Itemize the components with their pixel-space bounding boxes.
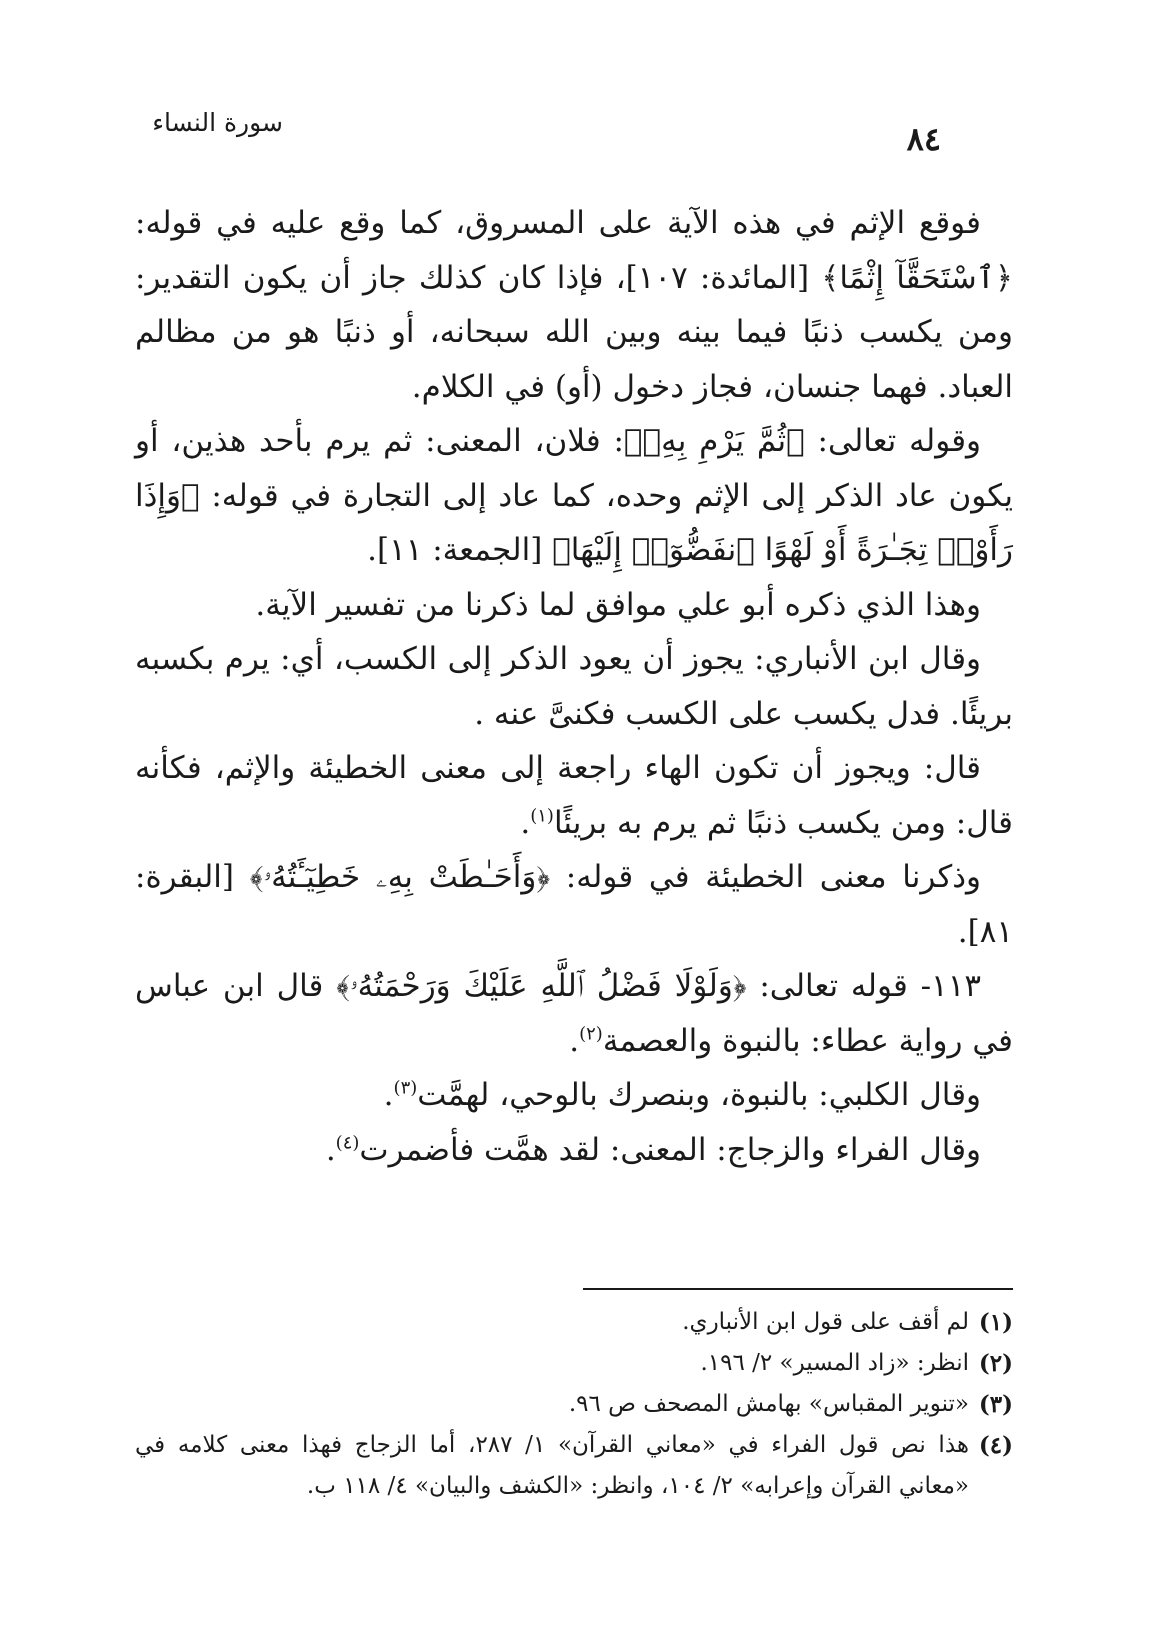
paragraph: [135, 959, 1013, 1068]
footnote-divider: [583, 1288, 1013, 1290]
footnote-number: (١): [978, 1309, 1013, 1336]
paragraph: [135, 741, 1013, 850]
footnote-ref: (٢): [579, 1023, 603, 1045]
page-number: ٨٤: [906, 120, 941, 158]
footnote-text: هذا نص قول الفراء في «معاني القرآن» ١/ ٢٨٧، أما الزجاج فهذا معنى كلامه في «معاني القرآن وإعرابه» ٢/ ١٠٤، وانظر: «الكشف والبيان» ٤/ ١١٨ ب.: [135, 1432, 970, 1499]
paragraph: وهذا الذي ذكره أبو علي موافق لما ذكرنا من تفسير الآية.: [255, 586, 981, 623]
footnote: [135, 1425, 1013, 1507]
footnote-number: (٢): [978, 1350, 1013, 1377]
footnote-text: «تنوير المقباس» بهامش المصحف ص ٩٦.: [568, 1391, 969, 1417]
main-text: [135, 196, 1013, 1177]
footnote: [135, 1384, 1013, 1425]
paragraph-text: وقال الفراء والزجاج: المعنى: لقد همَّت فأضمرت: [359, 1131, 981, 1168]
running-header-surah-title: سورة النساء: [152, 108, 283, 137]
paragraph: وقوله تعالى: ﴿ثُمَّ يَرْمِ بِهِۦ﴾: فلان، المعنى: ثم يرم بأحد هذين، أو يكون عاد الذكر إلى الإثم وحده، كما عاد إلى التجارة في قوله: ﴿وَإِذَا رَأَوْا۟ تِجَـٰرَةً أَوْ لَهْوًا ٱنفَضُّوٓا۟ إِلَيْهَا﴾ [الجمعة: ١١].: [135, 423, 1013, 568]
footnote-ref: (١): [530, 805, 554, 827]
footnote-number: (٤): [978, 1432, 1013, 1459]
footnote-text: انظر: «زاد المسير» ٢/ ١٩٦.: [700, 1350, 969, 1376]
paragraph-text: ١١٣- قوله تعالى: ﴿وَلَوْلَا فَضْلُ ٱللَّهِ عَلَيْكَ وَرَحْمَتُهُۥ﴾ قال ابن عباس في رواية عطاء: بالنبوة والعصمة: [135, 968, 1013, 1059]
paragraph: فوقع الإثم في هذه الآية على المسروق، كما وقع عليه في قوله: ﴿ٱسْتَحَقَّآ إِثْمًا﴾ [المائدة: ١٠٧]، فإذا كان كذلك جاز أن يكون التقدير: ومن يكسب ذنبًا فيما بينه وبين الله سبحانه، أو ذنبًا هو من مظالم العباد. فهما جنسان، فجاز دخول (أو) في الكلام.: [135, 205, 1014, 405]
footnotes: [135, 1302, 1013, 1507]
footnote-ref: (٣): [393, 1077, 418, 1099]
period: .: [383, 1077, 394, 1113]
footnote: [135, 1302, 1013, 1343]
footnote: [135, 1343, 1013, 1384]
paragraph-text: وقال الكلبي: بالنبوة، وبنصرك بالوحي، لهمَّت: [417, 1077, 981, 1113]
period: .: [325, 1131, 336, 1168]
paragraph: [135, 1068, 1013, 1123]
footnote-ref: (٤): [335, 1132, 360, 1154]
paragraph: [135, 1123, 1013, 1178]
footnote-number: (٣): [978, 1391, 1013, 1418]
paragraph: وقال ابن الأنباري: يجوز أن يعود الذكر إلى الكسب، أي: يرم بكسبه بريئًا. فدل يكسب على الكسب فكنىَّ عنه .: [135, 641, 1013, 732]
footnote-text: لم أقف على قول ابن الأنباري.: [682, 1309, 969, 1335]
period: .: [520, 804, 531, 841]
paragraph-text: قال: ويجوز أن تكون الهاء راجعة إلى معنى الخطيئة والإثم، فكأنه قال: ومن يكسب ذنبًا ثم يرم به بريئًا: [135, 750, 1013, 841]
paragraph: وذكرنا معنى الخطيئة في قوله: ﴿وَأَحَـٰطَتْ بِهِۦ خَطِيٓـَٔتُهُۥ﴾ [البقرة: ٨١].: [135, 859, 1013, 950]
period: .: [569, 1022, 580, 1059]
